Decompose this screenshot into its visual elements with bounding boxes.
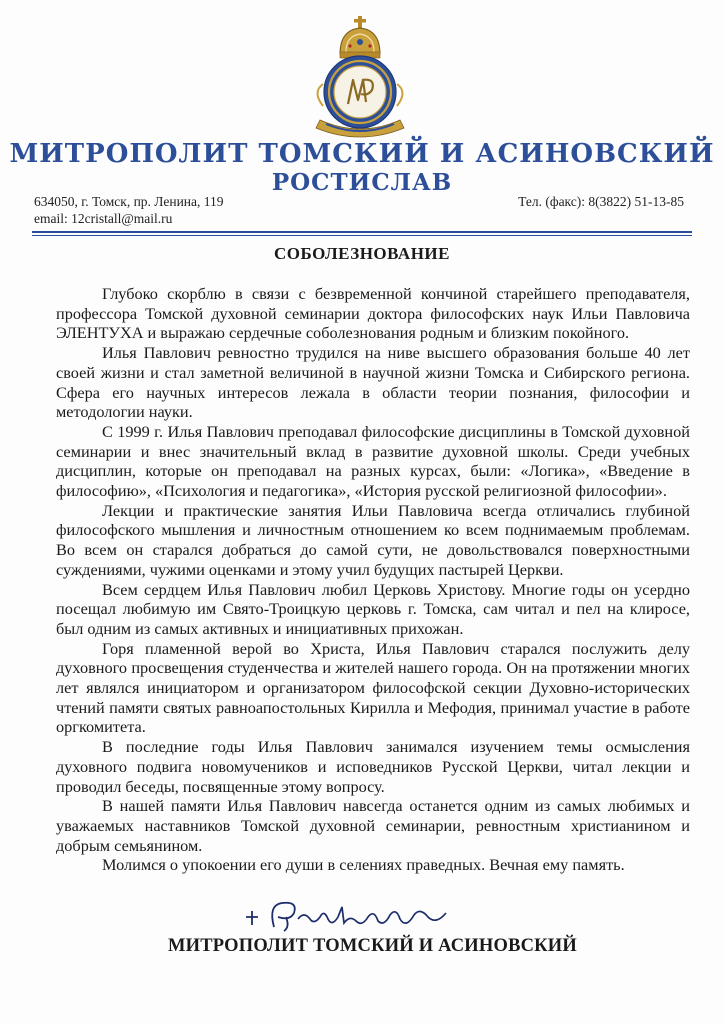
paragraph: Горя пламенной верой во Христа, Илья Павлович старался послужить делу духовного просвещения студенчества и жителей нашего города. Он на протяжении многих лет являлся инициатором и организатором философской секции Духовно-исторических чтений памяти святых равноапостольных Кирилла и Мефодия, принимал участие в работе оргкомитета. (56, 638, 690, 737)
paragraph: Лекции и практические занятия Ильи Павловича всегда отличались глубиной философского мышления и личностным отношением ко всем поднимаемым проблемам. Во всем он старался добраться до самой сути, не довольствовался поверхностными суждениями, чужими оценками и этому учил будущих пастырей Церкви. (56, 500, 690, 579)
header-divider (32, 231, 692, 233)
paragraph: В последние годы Илья Павлович занимался изучением темы осмысления духовного подвига новомучеников и исповедников Русской Церкви, читал лекции и проводил беседы, посвященные этому вопросу. (56, 737, 690, 796)
header-title: МИТРОПОЛИТ ТОМСКИЙ И АСИНОВСКИЙ (9, 139, 715, 169)
header-name: РОСТИСЛАВ (271, 169, 453, 196)
document-title: СОБОЛЕЗНОВАНИЕ (274, 244, 450, 263)
header-divider-thin (32, 235, 692, 236)
paragraph: Молимся о упокоении его души в селениях праведных. Вечная ему память. (102, 855, 625, 875)
email: email: 12cristall@mail.ru (34, 211, 173, 226)
handwritten-signature-icon (238, 893, 458, 937)
paragraph: Илья Павлович ревностно трудился на ниве высшего образования больше 40 лет своей жизни и стал заметной величиной в научной жизни Томска и Сибирского региона. Сфера его научных интересов лежала в области теории познания, философии и методологии науки. (56, 343, 690, 422)
phone: Тел. (факс): 8(3822) 51-13-85 (518, 194, 684, 209)
signer-title: МИТРОПОЛИТ ТОМСКИЙ И АСИНОВСКИЙ (168, 936, 577, 956)
address: 634050, г. Томск, пр. Ленина, 119 (34, 194, 224, 209)
letter-body (56, 284, 690, 875)
mitre-monogram-emblem-icon (306, 14, 414, 142)
paragraph: В нашей памяти Илья Павлович навсегда останется одним из самых любимых и уважаемых наставников Томской духовной семинарии, ревностным христианином и добрым семьянином. (56, 796, 690, 855)
paragraph: Всем сердцем Илья Павлович любил Церковь Христову. Многие годы он усердно посещал любимую им Свято-Троицкую церковь г. Томска, сам читал и пел на клиросе, был одним из самых активных и инициативных прихожан. (56, 579, 690, 638)
paragraph: С 1999 г. Илья Павлович преподавал философские дисциплины в Томской духовной семинарии и внес значительный вклад в развитие духовной школы. Среди учебных дисциплин, которые он преподавал на разных курсах, были: «Логика», «Введение в философию», «Психология и педагогика», «История русской религиозной философии». (56, 421, 690, 501)
paragraph: Глубоко скорблю в связи с безвременной кончиной старейшего преподавателя, профессора Томской духовной семинарии доктора философских наук Ильи Павловича ЭЛЕНТУХА и выражаю сердечные соболезнования родным и близким покойного. (56, 284, 690, 343)
